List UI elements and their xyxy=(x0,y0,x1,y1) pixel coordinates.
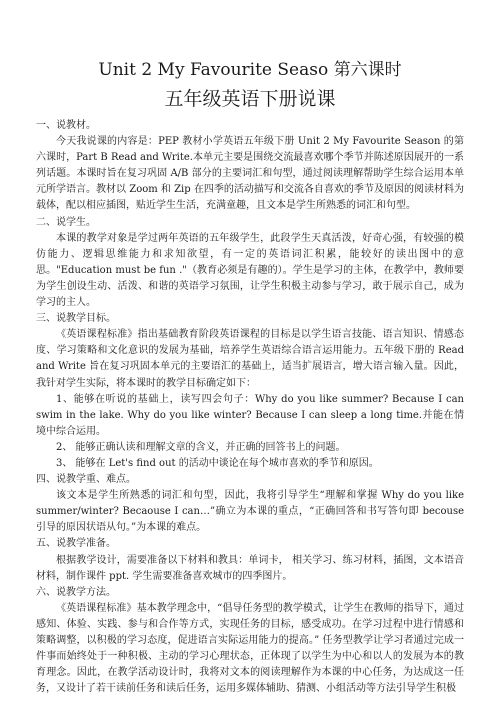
objective-item: 1、能够在听说的基础上，读写四会句子：Why do you like summer? Because I can swim in the lake. Why do you like winter? Because I can sleep a long time.并能在情境中综合运用。 xyxy=(36,393,464,437)
paragraph: 《英语课程标准》基本教学理念中，“倡导任务型的教学模式，让学生在教师的指导下，通过感知、体验、实践、参与和合作等方式，实现任务的目标，感受成功。在学习过程中进行情感和策略调整，以积极的学习态度，促进语言实际运用能力的提高。” 任务型教学让学习者通过完成一件事而始终处于一种积极、主动的学习心理状态，正体现了以学生为中心和以人的发展为本的教育理念。因此，在教学活动设计时，我将对文本的阅读理解作为本课的中心任务，为达成这一任务，又设计了若干读前任务和读后任务，运用多媒体辅助、猜测、小组活动等方法引导学生积极 xyxy=(36,602,464,695)
section-heading: 六、说教学方法。 xyxy=(36,586,116,598)
paragraph: 该文本是学生所熟悉的词汇和句型，因此，我将引导学生“理解和掌握 Why do you like summer/winter? Becaouse I can…”确立为本课的重点，“正确回答和书写答句即 becouse 引导的原因状语从句。”为本课的难点。 xyxy=(36,490,464,534)
section-heading: 五、说教学准备。 xyxy=(36,538,116,550)
section-heading: 三、说教学目标。 xyxy=(36,313,116,325)
objective-item: 2、 能够正确认读和理解文章的含义，并正确的回答书上的问题。 xyxy=(56,441,346,453)
paragraph: 本课的教学对象是学过两年英语的五年级学生，此段学生天真活泼，好奇心强，有较强的模仿能力、逻辑思维能力和求知欲望，有一定的英语词汇积累，能较好的读出图中的意思。"Education must be fun ."（教育必须是有趣的）。学生是学习的主体，在教学中，教师要为学生创设生动、活泼、和谐的英语学习氛围，让学生积极主动参与学习，敢于展示自己，成为学习的主人。 xyxy=(36,232,464,309)
paragraph: 《英语课程标准》指出基础教育阶段英语课程的目标是以学生语言技能、语言知识、情感态度、学习策略和文化意识的发展为基础，培养学生英语综合语言运用能力。五年级下册的 Read and Write 旨在复习巩固本单元的主要语汇的基础上，适当扩展语言，增大语言输入量。因此，我针对学生实际，将本课时的教学目标确定如下： xyxy=(36,329,464,389)
objective-item: 3、 能够在 Let's find out 的活动中谈论在每个城市喜欢的季节和原因。 xyxy=(56,457,379,469)
section-heading: 四、说教学重、难点。 xyxy=(36,474,136,486)
paragraph: 根据教学设计，需要准备以下材料和教具：单词卡， 相关学习、练习材料，插图，文本语音材料，制作课件 ppt. 学生需要准备喜欢城市的四季图片。 xyxy=(36,554,464,582)
section-heading: 一、说教材。 xyxy=(36,120,96,131)
paragraph: 今天我说课的内容是：PEP 教材小学英语五年级下册 Unit 2 My Favourite Season 的第六课时，Part B Read and Write.本单元主要是围绕交流最喜欢哪个季节并陈述原因展开的一系列话题。本课时旨在复习巩固 A/B 部分的主要词汇和句型，通过阅读理解帮助学生综合运用本单元所学语言。教材以 Zoom 和 Zip 在四季的活动描写和交流各自喜欢的季节及原因的阅读材料为载体，配以相应插图，贴近学生生活，充满童趣，且文本是学生所熟悉的词汇和句型。 xyxy=(36,136,464,212)
document-body xyxy=(36,118,464,697)
document-subtitle: 五年级英语下册说课 xyxy=(164,88,336,110)
section-heading: 二、说学生。 xyxy=(36,216,96,228)
document-title: Unit 2 My Favourite Seaso 第六课时 xyxy=(98,60,402,80)
